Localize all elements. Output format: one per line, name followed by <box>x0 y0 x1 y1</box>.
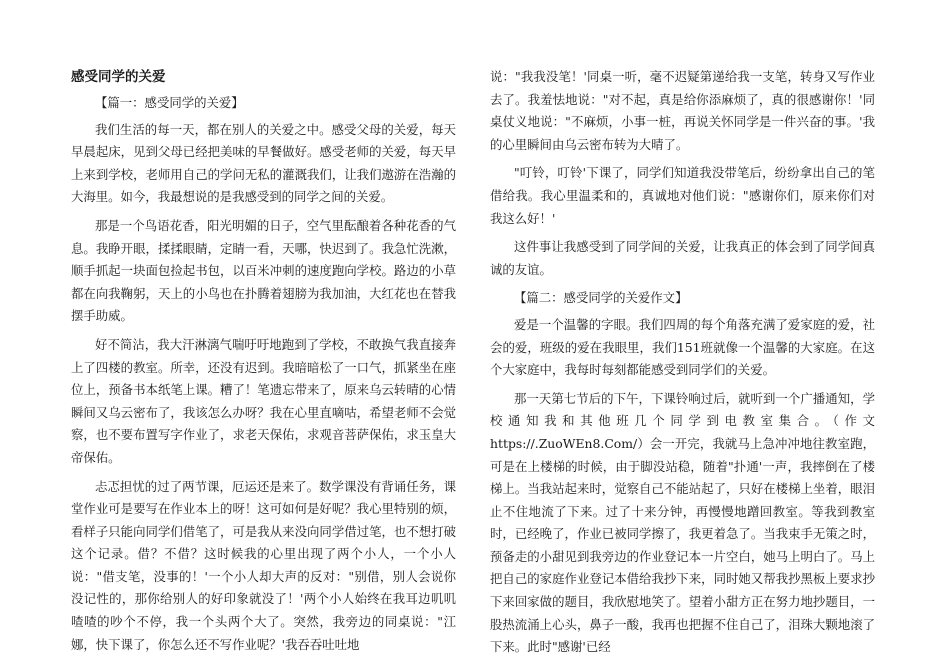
left-column <box>71 66 456 662</box>
paragraph: 好不简沾，我大汗淋漓气喘吁吁地跑到了学校，不敢换气我直接奔上了四楼的教室。所幸，还没有迟到。我暗暗松了一口气，抓紧坐在座位上，预备书本纸笔上课。糟了！笔遗忘带来了，原来乌云转晴的心情瞬间又乌云密布了，我该怎么办呀？我在心里直嘀咕，希望老师不会觉察，也不要布置写字作业了，求老天保佑，求观音菩萨保佑，求玉皇大帝保佑。 <box>71 336 456 465</box>
section-heading-2: 【篇二：感受同学的关爱作文】 <box>514 290 688 306</box>
section-heading-1: 【篇一：感受同学的关爱】 <box>95 95 244 110</box>
paragraph-continued: 说："我我没笔！'同桌一听，毫不迟疑第递给我一支笔，转身又写作业去了。我羞怯地说："对不起，真是给你添麻烦了，真的很感谢你！'同桌仗义地说："不麻烦，小事一桩，再说关怀同学是一件兴奋的事。'我的心里瞬间由乌云密布转为大晴了。 <box>490 69 875 152</box>
paragraph: 那是一个鸟语花香，阳光明媚的日子，空气里酝酿着各种花香的气息。我睁开眼，揉揉眼睛，定睛一看，天哪，快迟到了。我急忙洗漱，顺手抓起一块面包捡起书包，以百米冲刺的速度跑向学校。路边的小草都在向我鞠躬，天上的小鸟也在扑腾着翅膀为我加油，大红花也在替我摆手助威。 <box>71 217 456 324</box>
paragraph: 爱是一个温馨的字眼。我们四周的每个角落充满了爱家庭的爱，社会的爱，班级的爱在我眼里，我们151班就像一个温馨的大家庭。在这个大家庭中，我每时每刻都能感受到同学们的关爱。 <box>490 316 875 378</box>
right-column <box>490 66 875 665</box>
paragraph: "叮铃，叮铃'下课了，同学们知道我没带笔后，纷纷拿出自己的笔借给我。我心里温柔和的，真诚地对他们说："感谢你们，原来你们对我这么好！' <box>490 165 875 226</box>
paragraph: 忐忑担忧的过了两节课，厄运还是来了。数学课没有背诵任务，课堂作业可是要写在作业本上的呀！这可如何是好呢？我心里特别的烦，看样子只能向同学们借笔了，可是我从来没向同学借过笔，也不想打破这个记录。借？不借？这时候我的心里出现了两个小人，一个小人说："借支笔，没事的！'一个小人却大声的反对："别借，别人会说你没记性的，那你给别人的好印象就没了！'两个小人始终在我耳边叽叽喳喳的吵个不停，我一个头两个大了。突然，我旁边的同桌说："江娜，快下课了，你怎么还不写作业呢？'我吞吞吐吐地 <box>71 478 456 652</box>
paragraph: 这件事让我感受到了同学间的关爱，让我真正的体会到了同学间真诚的友谊。 <box>490 239 875 277</box>
paragraph: 我们生活的每一天，都在别人的关爱之中。感受父母的关爱，每天早晨起床，见到父母已经把美味的早餐做好。感受老师的关爱，每天早上来到学校，老师用自己的学问无私的灌溉我们，让我们遨游在浩瀚的大海里。如今，我最想说的是我感受到的同学之间的关爱。 <box>71 121 456 205</box>
document-title: 感受同学的关爱 <box>71 69 166 85</box>
paragraph: 那一天第七节后的下午，下课铃响过后，就听到一个广播通知，学校通知我和其他班几个同学到电教室集合。（作文https://.ZuoWEn8.Com/）会一开完，我就马上急冲冲地往教室跑，可是在上楼梯的时候，由于脚没站稳，随着"扑通'一声，我摔倒在了楼梯上。当我站起来时，觉察自己不能站起了，只好在楼梯上坐着，眼泪止不住地流了下来。过了十来分钟，再慢慢地蹭回教室。等我到教室时，已经晚了，作业已被同学擦了，我更着急了。当我束手无策之时，预备走的小甜见到我旁边的作业登记本一片空白，她马上明白了。马上把自己的家庭作业登记本借给我抄下来，同时她又帮我抄黑板上要求抄下来回家做的题目，我欣慰地笑了。望着小甜方正在努力地抄题目，一股热流涌上心头，鼻子一酸，我再也把握不住自己了，泪珠大颗地滚了下来。此时"感谢'已经 <box>490 390 875 655</box>
